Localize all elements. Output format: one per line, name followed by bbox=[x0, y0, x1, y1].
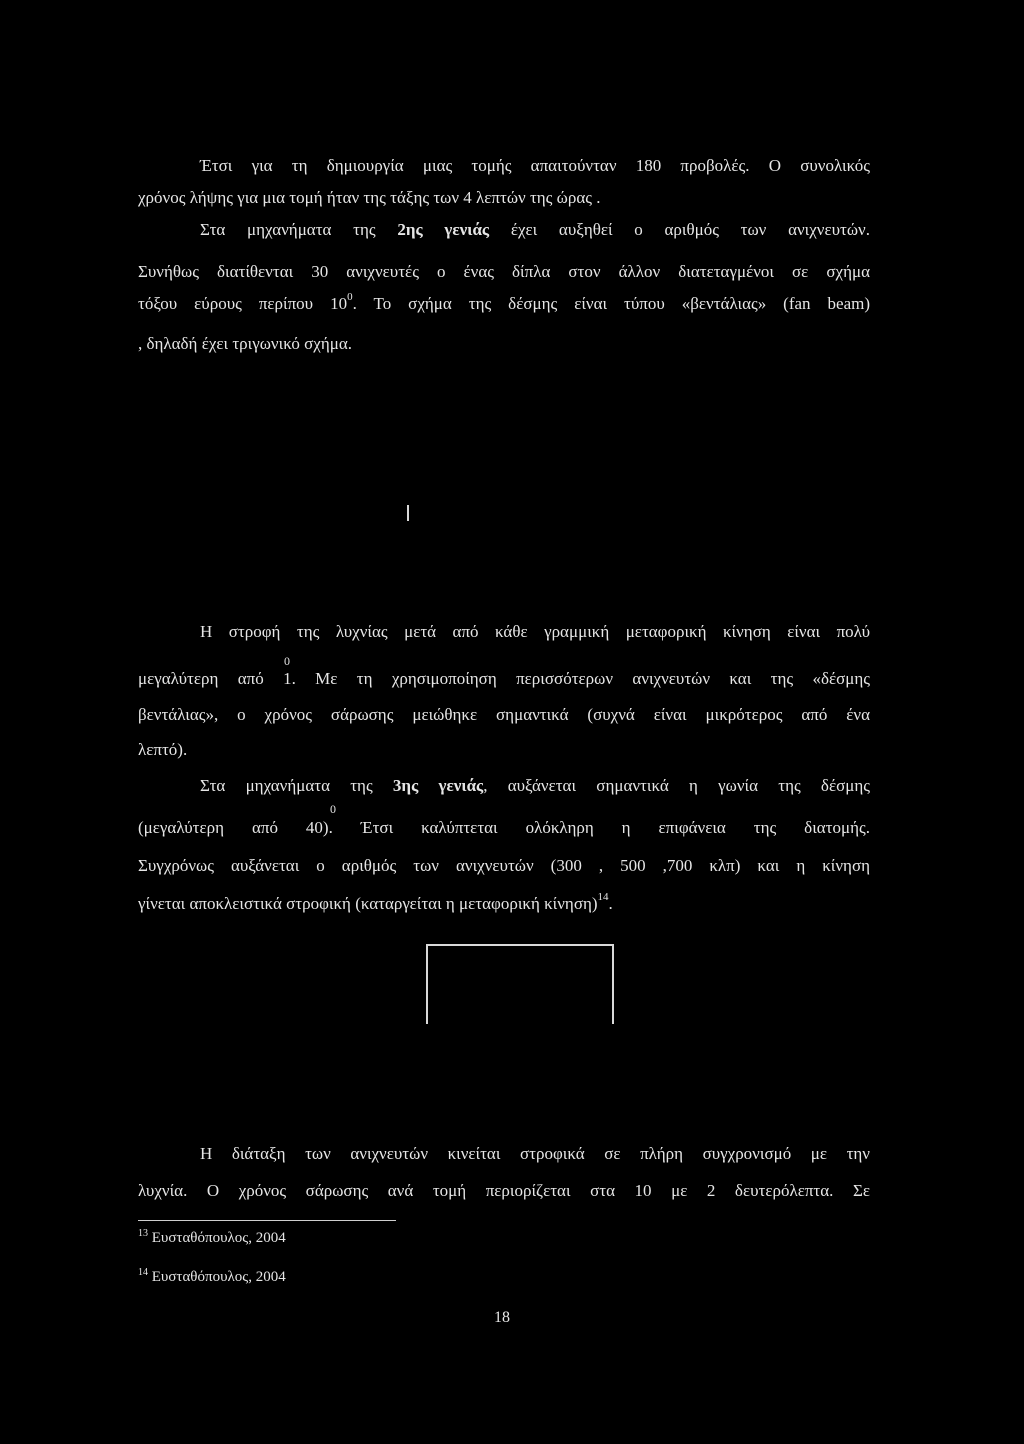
page-number: 18 bbox=[494, 1309, 510, 1326]
para5-line2: λυχνία. Ο χρόνος σάρωσης ανά τομή περιορίζεται στα 10 με 2 δευτερόλεπτα. Σε bbox=[138, 1181, 870, 1200]
para3-line2-a: μεγαλύτερη από 1 bbox=[138, 669, 292, 688]
para2-line3-b: . Το σχήμα της δέσμης είναι τύπου «βεντάλιας» (fan beam) bbox=[352, 294, 870, 313]
para3-line1: Η στροφή της λυχνίας μετά από κάθε γραμμική μεταφορική κίνηση είναι πολύ bbox=[200, 622, 870, 641]
para2-line4: , δηλαδή έχει τριγωνικό σχήμα. bbox=[138, 334, 353, 353]
para1-line1: Έτσι για τη δημιουργία μιας τομής απαιτούνταν 180 προβολές. Ο συνολικός bbox=[200, 156, 870, 175]
para5-line1: Η διάταξη των ανιχνευτών κινείται στροφικά σε πλήρη συγχρονισμό με την bbox=[200, 1144, 870, 1163]
para4-line3: Συγχρόνως αυξάνεται ο αριθμός των ανιχνευτών (300 , 500 ,700 κλπ) και η κίνηση bbox=[138, 856, 870, 875]
para3-line2-b: . Με τη χρησιμοποίηση περισσότερων ανιχνευτών και της «δέσμης bbox=[291, 669, 871, 688]
para1-line2: χρόνος λήψης για μια τομή ήταν της τάξης των 4 λεπτών της ώρας . bbox=[138, 188, 601, 207]
footnote-separator bbox=[138, 1220, 396, 1221]
para4-text-b: , αυξάνεται σημαντικά η γωνία της δέσμης bbox=[483, 776, 870, 795]
second-generation-term: 2ης γενιάς bbox=[397, 220, 490, 239]
para3-line2 bbox=[138, 669, 870, 689]
figure-mark bbox=[407, 505, 409, 521]
para4-line4 bbox=[138, 891, 870, 914]
para2-line3-a: τόξου εύρους περίπου 10 bbox=[138, 294, 348, 313]
para4-line2-b: ). Έτσι καλύπτεται ολόκληρη η επιφάνεια της διατομής. bbox=[322, 818, 870, 837]
degree-mark: 0 bbox=[330, 802, 336, 816]
degree-sup: 0 bbox=[347, 291, 353, 303]
para2-line1 bbox=[200, 220, 870, 240]
para3-line4: λεπτό). bbox=[138, 740, 188, 759]
para2-line3 bbox=[138, 291, 870, 314]
para3-line3: βεντάλιας», ο χρόνος σάρωσης μειώθηκε σημαντικά (συχνά είναι μικρότερος από ένα bbox=[138, 705, 870, 724]
footnote-text: Ευσταθόπουλος, 2004 bbox=[151, 1269, 286, 1285]
footnote-13 bbox=[138, 1229, 286, 1247]
footnote-ref-14: 14 bbox=[597, 891, 609, 903]
para4-line2 bbox=[138, 818, 870, 838]
para2-text-b: έχει αυξηθεί ο αριθμός των ανιχνευτών. bbox=[489, 220, 870, 239]
para2-text-a: Στα μηχανήματα της bbox=[200, 220, 398, 239]
third-generation-term: 3ης γενιάς bbox=[392, 776, 484, 795]
figure-frame bbox=[426, 944, 614, 1024]
para4-line4-a: γίνεται αποκλειστικά στροφική (καταργείται η μεταφορική κίνηση) bbox=[138, 894, 598, 913]
footnote-text: Ευσταθόπουλος, 2004 bbox=[151, 1230, 286, 1246]
degree-mark: 0 bbox=[284, 654, 290, 668]
para4-line4-b: . bbox=[608, 894, 613, 913]
para4-text-a: Στα μηχανήματα της bbox=[200, 776, 393, 795]
footnote-number: 14 bbox=[138, 1267, 148, 1278]
para4-line2-a: (μεγαλύτερη από 40 bbox=[138, 818, 323, 837]
footnote-number: 13 bbox=[138, 1228, 148, 1239]
para4-line1 bbox=[200, 776, 870, 796]
para2-line2: Συνήθως διατίθενται 30 ανιχνευτές ο ένας δίπλα στον άλλον διατεταγμένοι σε σχήμα bbox=[138, 262, 870, 281]
footnote-14 bbox=[138, 1268, 286, 1286]
